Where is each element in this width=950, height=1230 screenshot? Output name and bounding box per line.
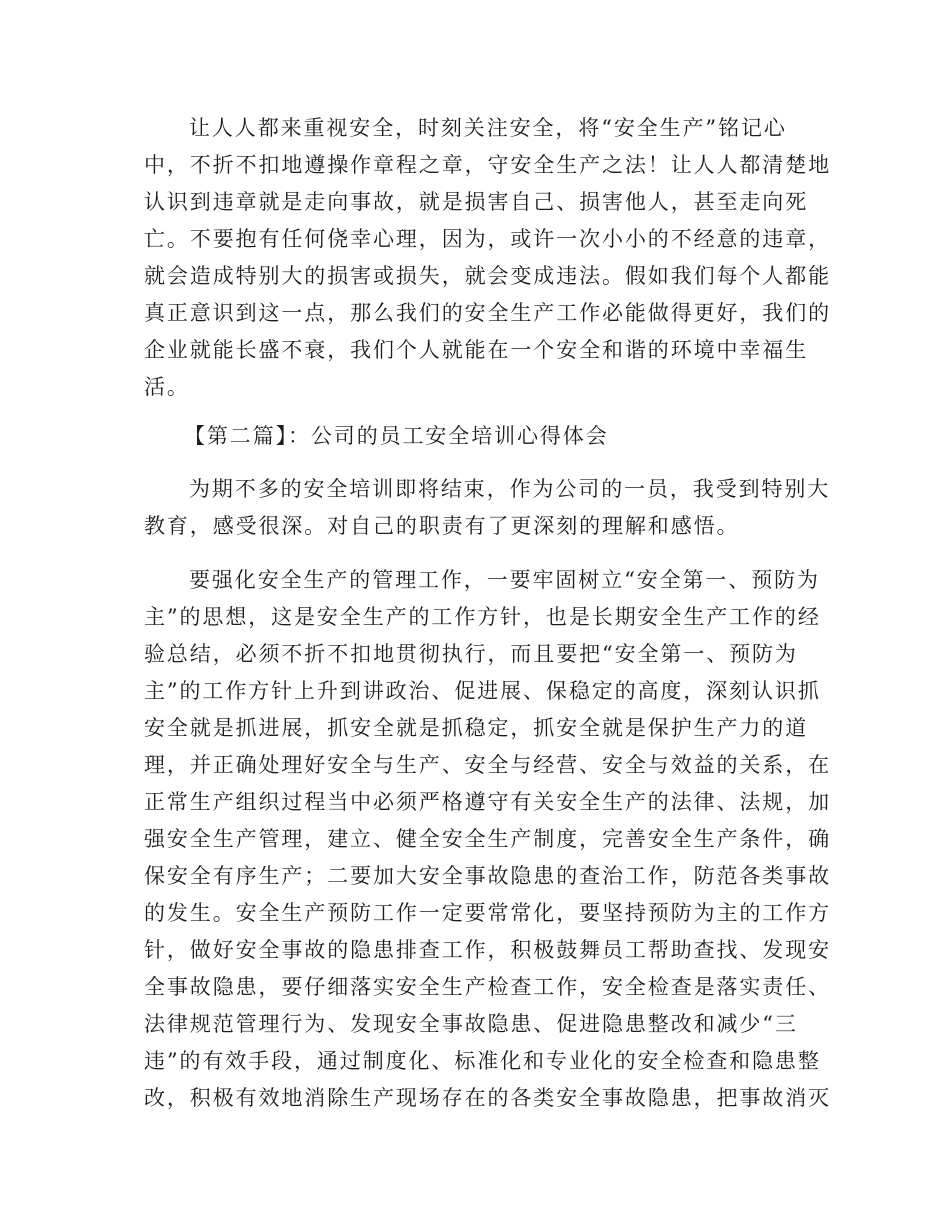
paragraph-1-line: 就会造成特别大的损害或损失，就会变成违法。假如我们每个人都能 xyxy=(144,264,831,288)
paragraph-3-line: 主”的工作方针上升到讲政治、促进展、保稳定的高度，深刻认识抓 xyxy=(144,679,821,703)
paragraph-1-line: 认识到违章就是走向事故，就是损害自己、损害他人，甚至走向死 xyxy=(144,190,809,214)
paragraph-3-line: 全事故隐患，要仔细落实安全生产检查工作，安全检查是落实责任、 xyxy=(144,975,831,999)
paragraph-1-line: 中，不折不扣地遵操作章程之章，守安全生产之法！让人人都清楚地 xyxy=(144,153,831,177)
paragraph-3-line: 强安全生产管理，建立、健全安全生产制度，完善安全生产条件，确 xyxy=(144,827,831,851)
paragraph-3-line: 理，并正确处理好安全与生产、安全与经营、安全与效益的关系，在 xyxy=(144,753,831,777)
paragraph-2-line: 为期不多的安全培训即将结束，作为公司的一员，我受到特别大 xyxy=(189,477,831,501)
paragraph-1-line: 让人人都来重视安全，时刻关注安全，将“安全生产”铭记心 xyxy=(189,116,787,140)
paragraph-3-line: 安全就是抓进展，抓安全就是抓稳定，抓安全就是保护生产力的道 xyxy=(144,716,809,740)
paragraph-2-line: 教育，感受很深。对自己的职责有了更深刻的理解和感悟。 xyxy=(144,514,740,538)
paragraph-3-line: 改，积极有效地消除生产现场存在的各类安全事故隐患，把事故消灭 xyxy=(144,1086,831,1110)
paragraph-3-line: 正常生产组织过程当中必须严格遵守有关安全生产的法律、法规，加 xyxy=(144,790,831,814)
paragraph-3-line: 法律规范管理行为、发现安全事故隐患、促进隐患整改和减少“三 xyxy=(144,1012,798,1036)
paragraph-1-line: 亡。不要抱有任何侥幸心理，因为，或许一次小小的不经意的违章， xyxy=(144,227,831,251)
section-heading: 【第二篇】：公司的员工安全培训心得体会 xyxy=(184,424,609,448)
paragraph-1-line: 企业就能长盛不衰，我们个人就能在一个安全和谐的环境中幸福生 xyxy=(144,338,809,362)
paragraph-3-line: 验总结，必须不折不扣地贯彻执行，而且要把“安全第一、预防为 xyxy=(144,642,798,666)
paragraph-1-line: 真正意识到这一点，那么我们的安全生产工作必能做得更好，我们的 xyxy=(144,301,831,325)
paragraph-3-line: 的发生。安全生产预防工作一定要常常化，要坚持预防为主的工作方 xyxy=(144,901,831,925)
paragraph-3-line: 违”的有效手段，通过制度化、标准化和专业化的安全检查和隐患整 xyxy=(144,1049,821,1073)
paragraph-3-line: 保安全有序生产；二要加大安全事故隐患的查治工作，防范各类事故 xyxy=(144,864,831,888)
paragraph-1-line: 活。 xyxy=(144,375,190,399)
paragraph-3-line: 针，做好安全事故的隐患排查工作，积极鼓舞员工帮助查找、发现安 xyxy=(144,938,831,962)
paragraph-3-line: 要强化安全生产的管理工作，一要牢固树立“安全第一、预防为 xyxy=(189,568,820,592)
paragraph-3-line: 主”的思想，这是安全生产的工作方针，也是长期安全生产工作的经 xyxy=(144,605,821,629)
